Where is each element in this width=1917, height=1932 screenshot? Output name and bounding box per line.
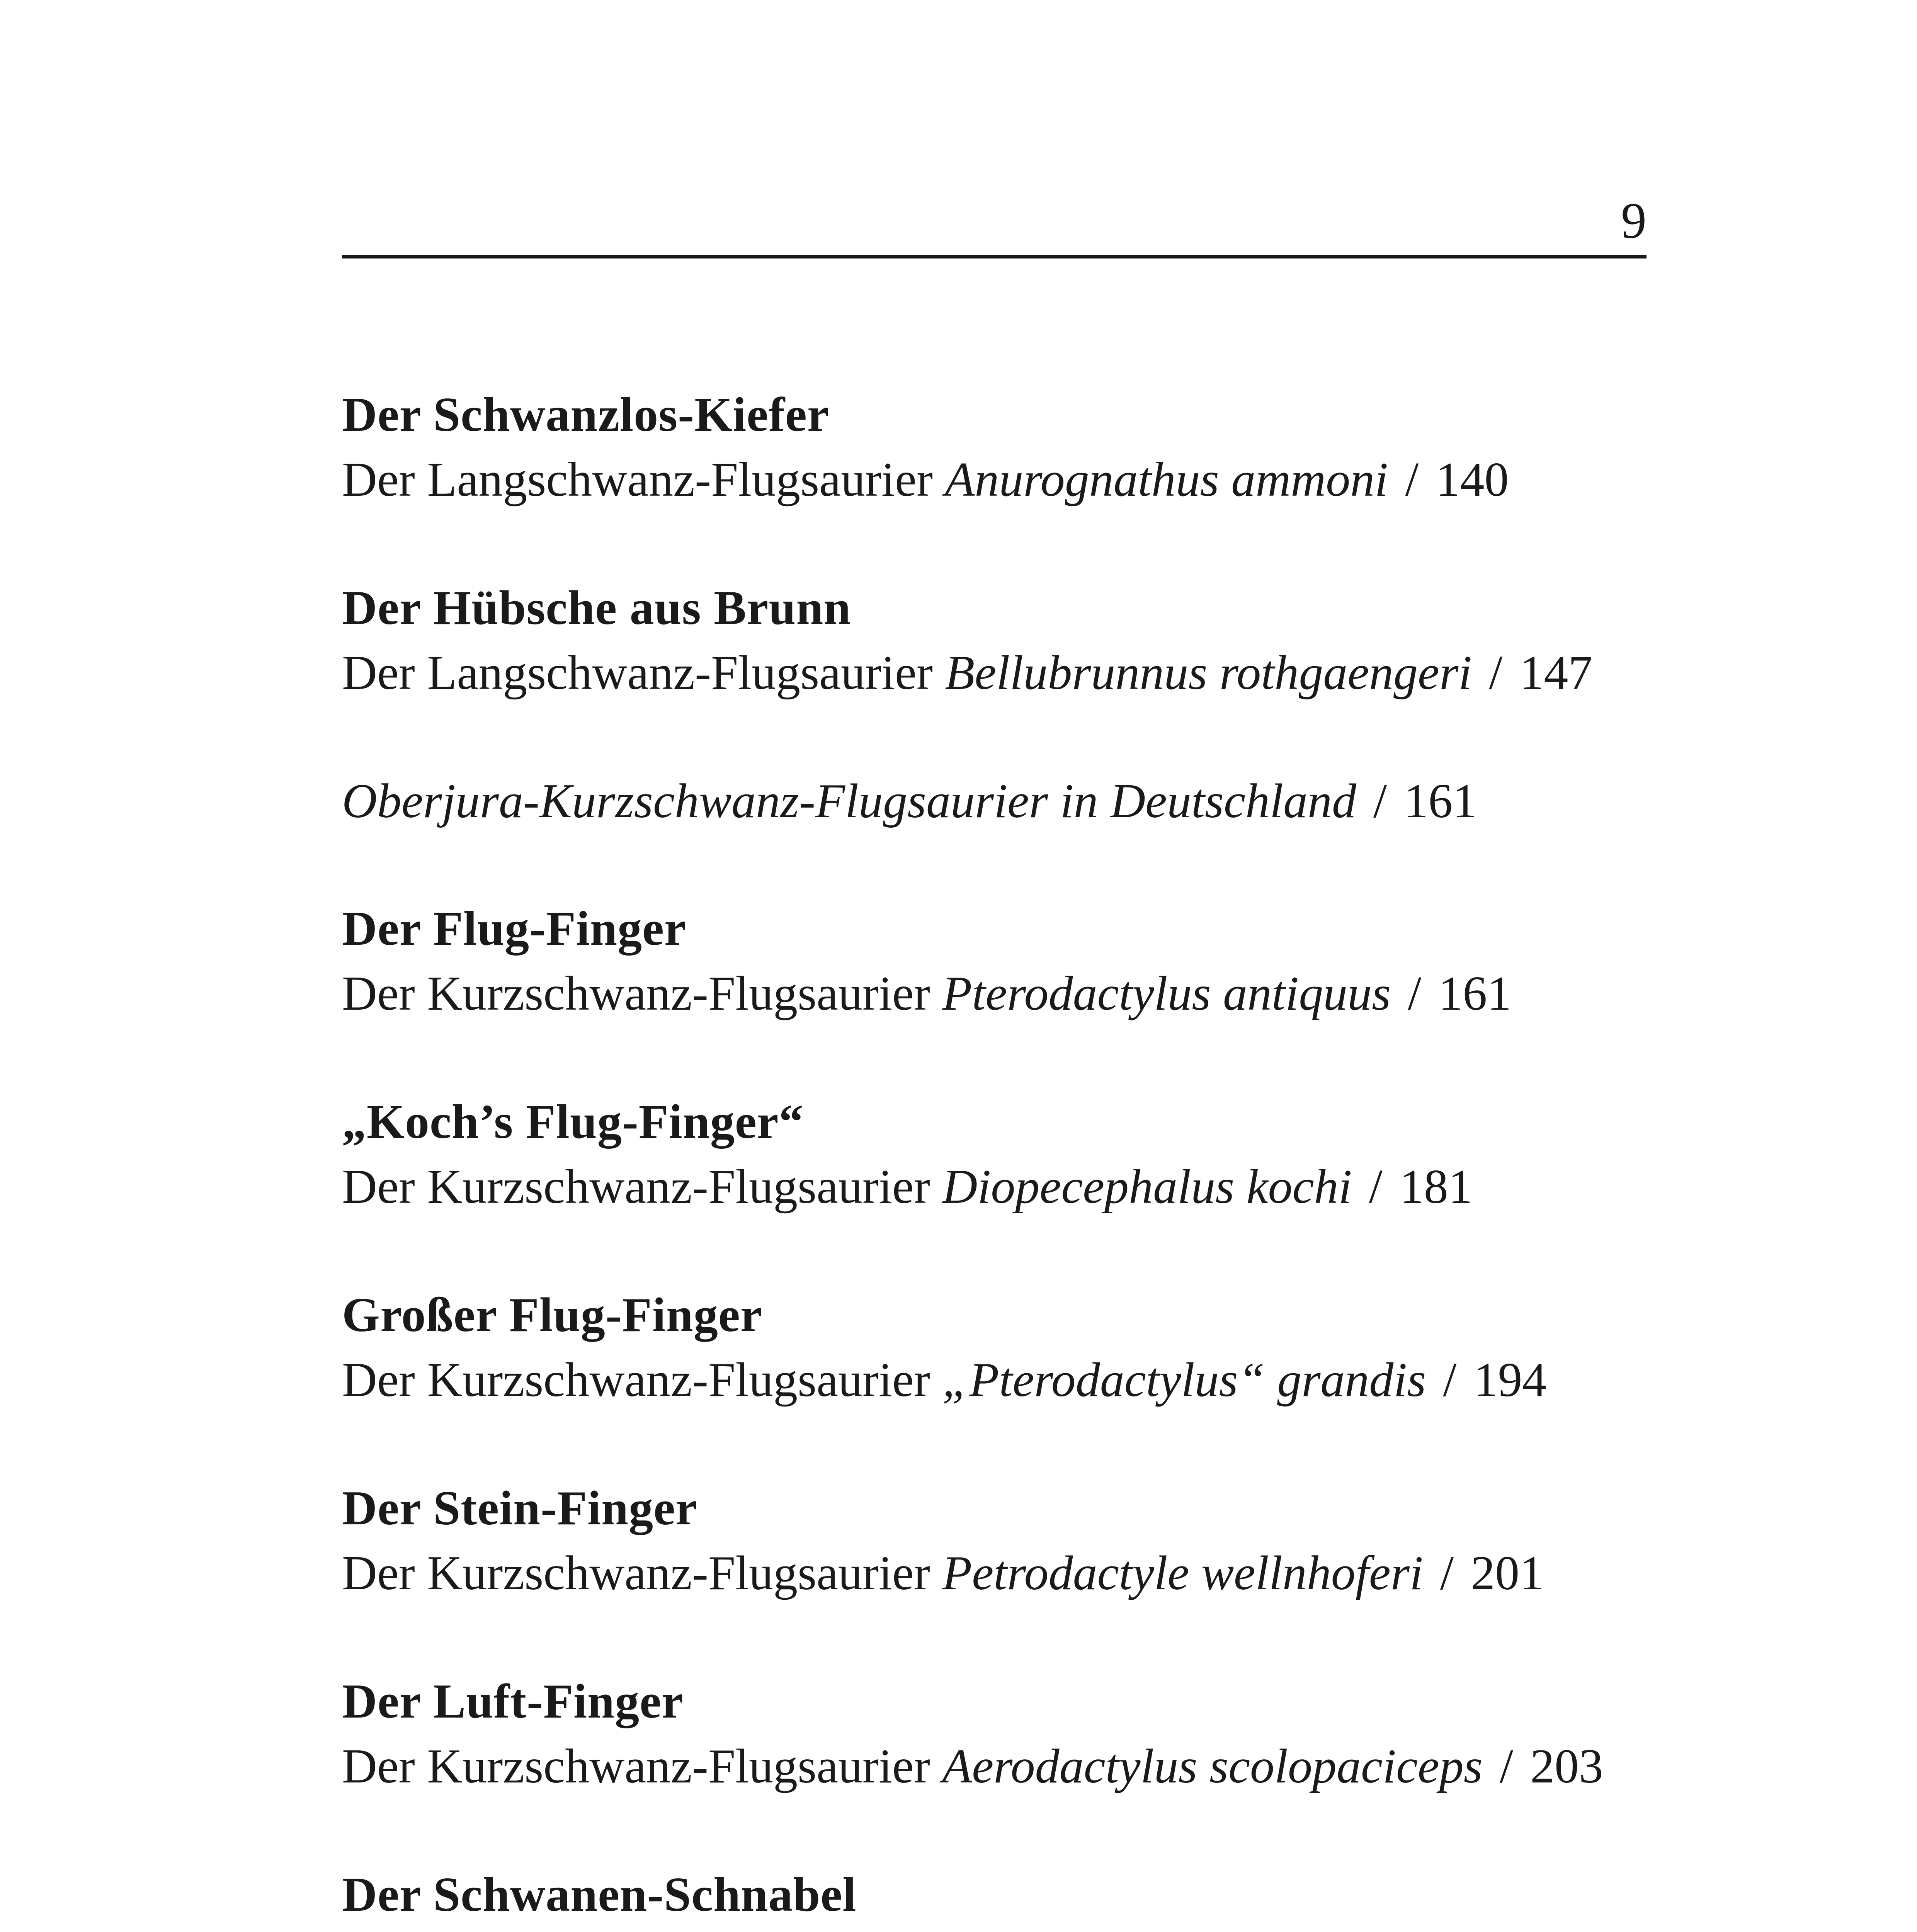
entry-separator: /	[1489, 646, 1503, 700]
entry-separator: /	[1373, 774, 1387, 828]
table-of-contents	[342, 383, 1694, 1932]
entry-separator: /	[1408, 967, 1422, 1020]
entry-line	[342, 1155, 1694, 1219]
entry-line	[342, 1348, 1694, 1413]
entry-separator: /	[1440, 1546, 1454, 1600]
entry-species: Bellubrunnus rothgaengeri	[945, 646, 1472, 700]
toc-entry	[342, 1283, 1694, 1476]
toc-section	[342, 769, 1694, 896]
entry-title: Der Schwanen-Schnabel	[342, 1868, 857, 1922]
toc-entry	[342, 1669, 1694, 1862]
entry-prefix: Der Kurzschwanz-Flugsaurier	[342, 1740, 942, 1793]
entry-separator: /	[1443, 1353, 1457, 1407]
entry-prefix: Der Langschwanz-Flugsaurier	[342, 453, 945, 507]
entry-separator: /	[1405, 453, 1419, 507]
entry-title: Der Schwanzlos-Kiefer	[342, 388, 829, 442]
section-line	[342, 769, 1694, 834]
entry-line	[342, 961, 1694, 1026]
entry-species: Pterodactylus antiquus	[942, 967, 1391, 1020]
toc-entry	[342, 1476, 1694, 1669]
entry-page: 140	[1436, 453, 1509, 507]
entry-page: 161	[1404, 774, 1477, 828]
entry-page: 194	[1473, 1353, 1547, 1407]
entry-species: Anurognathus ammoni	[945, 453, 1388, 507]
entry-title: Der Flug-Finger	[342, 902, 686, 956]
entry-prefix: Der Kurzschwanz-Flugsaurier	[342, 1353, 942, 1407]
entry-species: Diopecephalus kochi	[942, 1160, 1352, 1214]
header-rule	[342, 255, 1647, 259]
toc-entry	[342, 896, 1694, 1090]
entry-page: 181	[1399, 1160, 1473, 1214]
entry-separator: /	[1499, 1740, 1513, 1793]
entry-page: 201	[1471, 1546, 1544, 1600]
entry-species: „Pterodactylus“ grandis	[942, 1353, 1426, 1407]
entry-title: „Koch’s Flug-Finger“	[342, 1095, 804, 1149]
toc-entry	[342, 383, 1694, 576]
entry-prefix: Der Langschwanz-Flugsaurier	[342, 646, 945, 700]
entry-prefix: Der Kurzschwanz-Flugsaurier	[342, 1546, 942, 1600]
entry-species: Petrodactyle wellnhoferi	[942, 1546, 1423, 1600]
entry-page: 147	[1519, 646, 1593, 700]
entry-separator: /	[1369, 1160, 1383, 1214]
section-title: Oberjura-Kurzschwanz-Flugsaurier in Deutschland	[342, 774, 1356, 828]
toc-entry	[342, 1862, 1694, 1932]
entry-title: Der Luft-Finger	[342, 1675, 684, 1728]
entry-species: Aerodactylus scolopaciceps	[942, 1740, 1483, 1793]
toc-entry	[342, 576, 1694, 769]
entry-page: 203	[1530, 1740, 1604, 1793]
entry-title: Der Stein-Finger	[342, 1481, 697, 1535]
entry-line	[342, 447, 1694, 512]
entry-line	[342, 1734, 1694, 1799]
entry-line	[342, 641, 1694, 706]
toc-entry	[342, 1090, 1694, 1283]
entry-page: 161	[1438, 967, 1512, 1020]
entry-title: Der Hübsche aus Brunn	[342, 581, 851, 635]
entry-prefix: Der Kurzschwanz-Flugsaurier	[342, 967, 942, 1020]
entry-line	[342, 1927, 1694, 1932]
entry-prefix: Der Kurzschwanz-Flugsaurier	[342, 1160, 942, 1214]
entry-line	[342, 1541, 1694, 1606]
entry-title: Großer Flug-Finger	[342, 1288, 762, 1342]
page-number: 9	[1621, 192, 1647, 249]
